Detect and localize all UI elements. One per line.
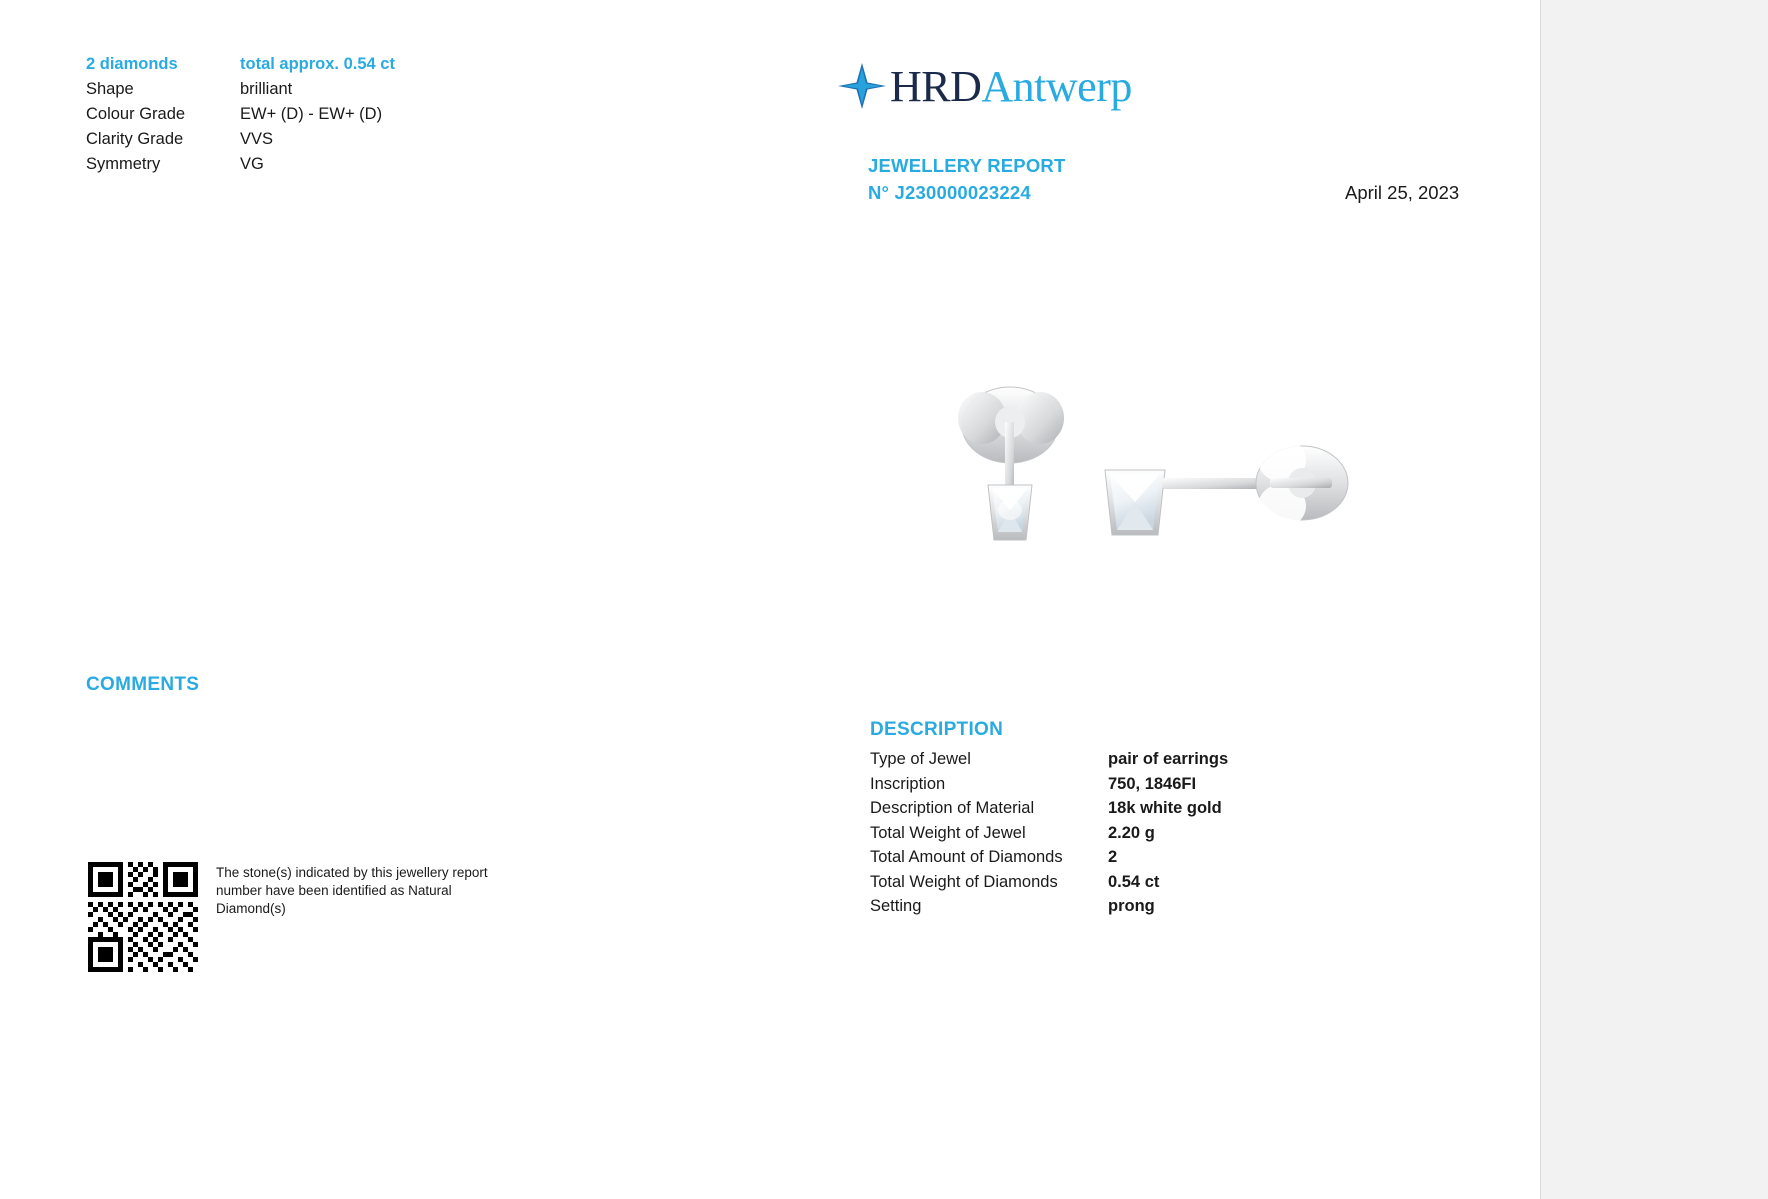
material-value: 18k white gold	[1108, 799, 1222, 817]
hrd-antwerp-logo	[836, 58, 1132, 114]
setting-label: Setting	[870, 897, 922, 915]
page-background-gutter	[1540, 0, 1768, 1199]
comments-heading: COMMENTS	[86, 674, 200, 695]
symmetry-label: Symmetry	[86, 155, 161, 173]
table-row	[86, 102, 516, 127]
report-heading	[868, 152, 1065, 206]
report-number-text: N° J230000023224	[868, 182, 1031, 203]
description-table	[870, 747, 1430, 919]
diamond-total-weight-value: total approx. 0.54 ct	[240, 55, 395, 73]
total-weight-jewel-value: 2.20 g	[1108, 823, 1155, 842]
total-amount-diamonds-label: Total Amount of Diamonds	[870, 848, 1063, 866]
shape-label: Shape	[86, 80, 134, 98]
table-row	[870, 894, 1430, 919]
table-row	[870, 821, 1430, 846]
clarity-grade-label: Clarity Grade	[86, 130, 184, 148]
earrings-photo	[900, 360, 1400, 620]
table-row	[86, 127, 516, 152]
description-heading: DESCRIPTION	[870, 719, 1004, 740]
table-row	[870, 747, 1430, 772]
inscription-value: 750, 1846FI	[1108, 774, 1197, 793]
total-weight-diamonds-value: 0.54 ct	[1108, 872, 1160, 891]
table-row	[86, 77, 516, 102]
symmetry-value: VG	[240, 155, 264, 173]
setting-value: prong	[1108, 897, 1155, 915]
material-label: Description of Material	[870, 799, 1035, 817]
diamond-spec-header-row	[86, 52, 516, 77]
report-date: April 25, 2023	[1345, 182, 1460, 203]
right-earring	[1105, 438, 1348, 535]
type-of-jewel-label: Type of Jewel	[870, 750, 971, 768]
table-row	[870, 796, 1430, 821]
left-earring	[958, 387, 1064, 540]
diamond-spec-block	[86, 52, 516, 177]
total-weight-jewel-label: Total Weight of Jewel	[870, 823, 1026, 842]
natural-diamond-note: The stone(s) indicated by this jewellery report number have been identified as Natural Diamond(s)	[216, 865, 488, 916]
total-amount-diamonds-value: 2	[1108, 848, 1118, 866]
total-weight-diamonds-label: Total Weight of Diamonds	[870, 872, 1058, 891]
table-row	[870, 845, 1430, 870]
type-of-jewel-value: pair of earrings	[1108, 750, 1229, 768]
colour-grade-label: Colour Grade	[86, 105, 186, 123]
qr-code	[88, 862, 198, 972]
clarity-grade-value: VVS	[240, 130, 274, 148]
table-row	[870, 772, 1430, 797]
shape-value: brilliant	[240, 80, 293, 98]
logo-hrd-text: HRD	[890, 61, 982, 111]
table-row	[86, 152, 516, 177]
logo-antwerp-text: Antwerp	[981, 61, 1132, 111]
four-point-star-icon	[836, 60, 888, 112]
table-row	[870, 870, 1430, 895]
diamond-count-label: 2 diamonds	[86, 55, 178, 73]
report-title-text: JEWELLERY REPORT	[868, 155, 1066, 176]
colour-grade-value: EW+ (D) - EW+ (D)	[240, 105, 383, 123]
inscription-label: Inscription	[870, 774, 946, 793]
